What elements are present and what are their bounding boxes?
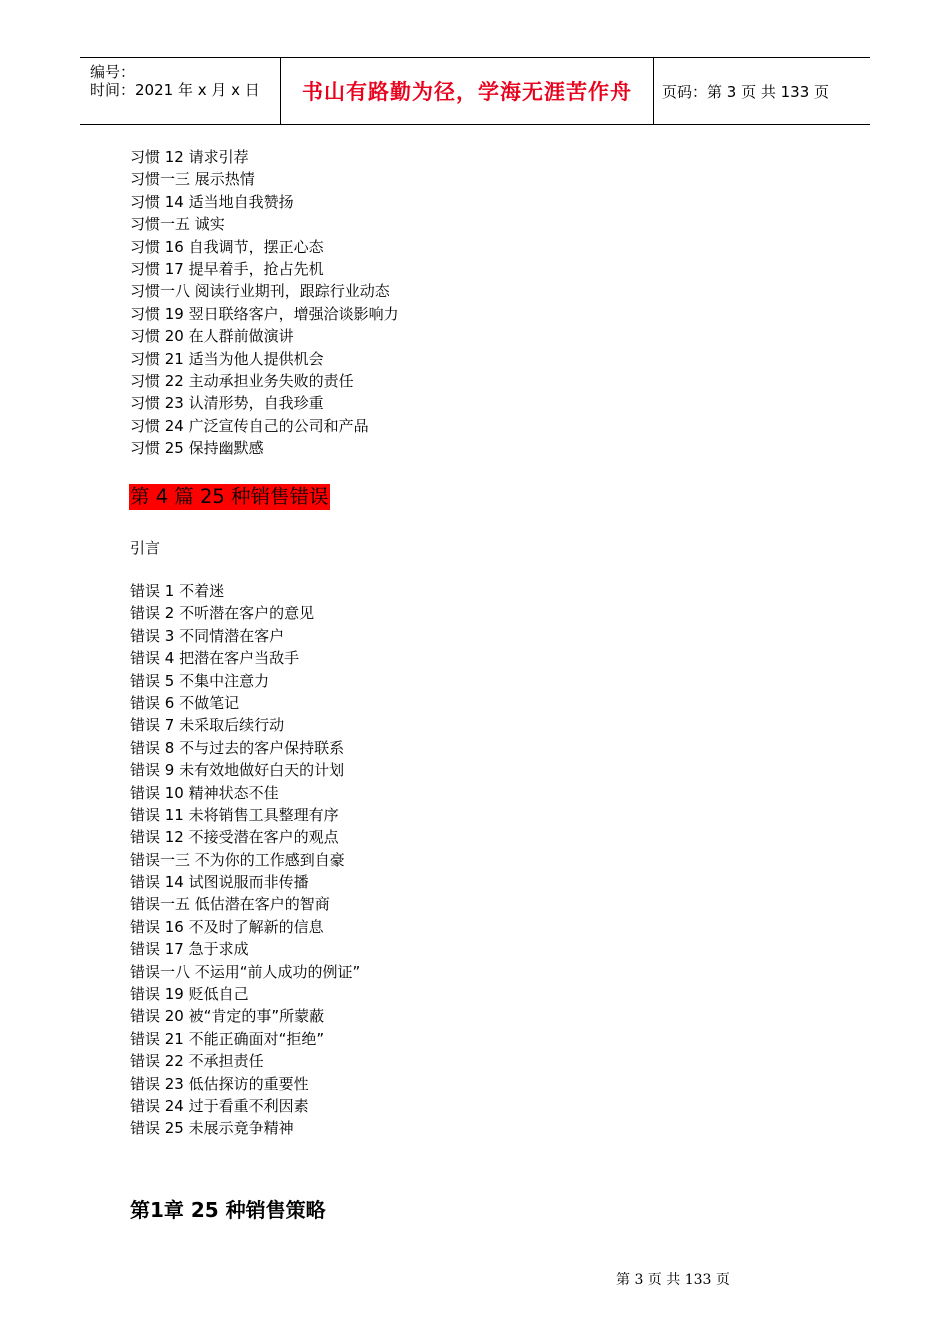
habits-list bbox=[130, 146, 399, 459]
list-item: 习惯一五 诚实 bbox=[130, 215, 225, 234]
list-item: 错误 21 不能正确面对“拒绝” bbox=[130, 1029, 325, 1048]
page-header bbox=[80, 57, 870, 125]
list-item: 错误 4 把潜在客户当敌手 bbox=[130, 649, 300, 668]
intro-heading: 引言 bbox=[130, 539, 161, 557]
list-item: 错误 17 急于求成 bbox=[130, 940, 249, 959]
list-item: 错误 12 不接受潜在客户的观点 bbox=[130, 828, 339, 847]
list-item: 习惯 20 在人群前做演讲 bbox=[130, 327, 294, 346]
list-item: 错误 3 不同情潜在客户 bbox=[130, 626, 285, 645]
page-footer: 第 3 页 共 133 页 bbox=[616, 1272, 730, 1288]
errors-list bbox=[130, 580, 360, 1140]
list-item: 错误 11 未将销售工具整理有序 bbox=[130, 805, 339, 824]
list-item: 习惯一八 阅读行业期刊，跟踪行业动态 bbox=[130, 282, 390, 301]
list-item: 错误 22 不承担责任 bbox=[130, 1052, 264, 1071]
list-item: 错误一五 低估潜在客户的智商 bbox=[130, 895, 330, 914]
list-item: 习惯 14 适当地自我赞扬 bbox=[130, 192, 294, 211]
list-item: 习惯 12 请求引荐 bbox=[130, 148, 249, 166]
document-date: 时间：2021 年 x 月 x 日 bbox=[90, 81, 260, 99]
list-item: 错误一八 不运用“前人成功的例证” bbox=[130, 962, 361, 981]
list-item: 习惯一三 展示热情 bbox=[130, 170, 255, 189]
list-item: 错误 24 过于看重不利因素 bbox=[130, 1096, 309, 1115]
header-meta-cell bbox=[80, 58, 281, 124]
list-item: 错误 6 不做笔记 bbox=[130, 693, 240, 712]
list-item: 习惯 21 适当为他人提供机会 bbox=[130, 349, 324, 368]
list-item: 错误 16 不及时了解新的信息 bbox=[130, 917, 324, 936]
list-item: 错误 5 不集中注意力 bbox=[130, 671, 270, 690]
chapter-title: 第1章 25 种销售策略 bbox=[130, 1198, 326, 1222]
list-item: 错误 20 被“肯定的事”所蒙蔽 bbox=[130, 1007, 325, 1026]
list-item: 错误 8 不与过去的客户保持联系 bbox=[130, 738, 345, 757]
document-number-label: 编号： bbox=[90, 63, 136, 81]
list-item: 习惯 23 认清形势，自我珍重 bbox=[130, 394, 324, 413]
list-item: 错误 7 未采取后续行动 bbox=[130, 716, 285, 735]
list-item: 错误 10 精神状态不佳 bbox=[130, 783, 279, 802]
header-motto-cell bbox=[281, 58, 654, 124]
part-title: 第 4 篇 25 种销售错误 bbox=[130, 485, 329, 508]
list-item: 习惯 24 广泛宣传自己的公司和产品 bbox=[130, 416, 369, 435]
list-item: 习惯 19 翌日联络客户，增强洽谈影响力 bbox=[130, 304, 399, 323]
header-page-info: 页码：第 3 页 共 133 页 bbox=[662, 82, 830, 101]
list-item: 错误 14 试图说服而非传播 bbox=[130, 873, 309, 892]
list-item: 错误 2 不听潜在客户的意见 bbox=[130, 604, 315, 623]
list-item: 错误 1 不着迷 bbox=[130, 582, 225, 600]
list-item: 错误 23 低估探访的重要性 bbox=[130, 1074, 309, 1093]
header-page-cell bbox=[654, 58, 870, 124]
list-item: 错误 25 未展示竟争精神 bbox=[130, 1119, 294, 1138]
header-motto: 书山有路勤为径，学海无涯苦作舟 bbox=[302, 80, 632, 104]
list-item: 习惯 17 提早着手，抢占先机 bbox=[130, 259, 324, 278]
list-item: 错误一三 不为你的工作感到自豪 bbox=[130, 850, 345, 869]
list-item: 习惯 16 自我调节，摆正心态 bbox=[130, 237, 324, 256]
list-item: 错误 19 贬低自己 bbox=[130, 985, 249, 1004]
list-item: 习惯 25 保持幽默感 bbox=[130, 439, 264, 458]
list-item: 习惯 22 主动承担业务失败的责任 bbox=[130, 371, 354, 390]
list-item: 错误 9 未有效地做好白天的计划 bbox=[130, 761, 345, 780]
